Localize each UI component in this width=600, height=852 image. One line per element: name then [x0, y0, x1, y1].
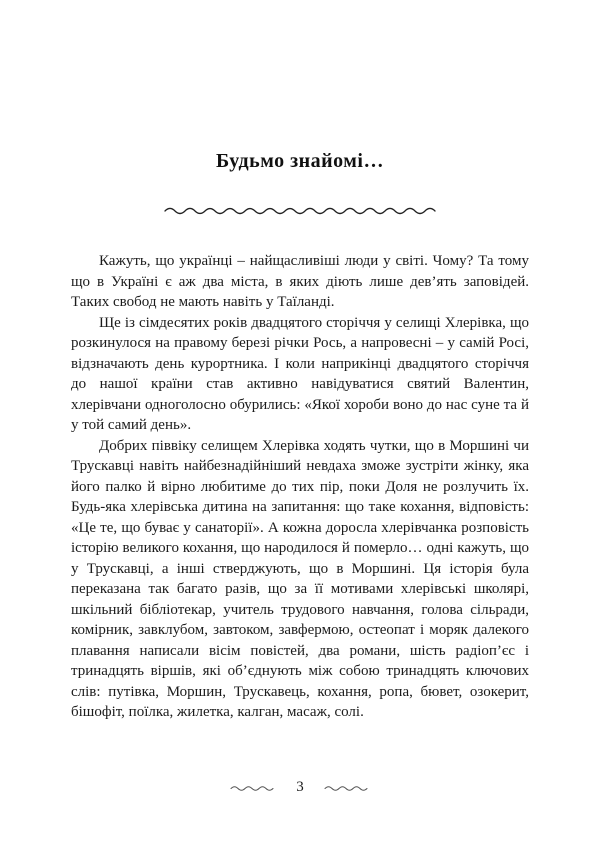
paragraph: Кажуть, що українці – найщасливіші люди у світі. Чому? Та тому що в Україні є аж два міста, в яких діють лише дев’ять заповідей. Таких свобод не мають навіть у Таїланді. [71, 253, 529, 310]
body-text [71, 251, 529, 723]
paragraph: Добрих піввіку селищем Хлерівка ходять чутки, що в Моршині чи Трускавці навіть найбезнадійніший невдаха зможе зустріти жінку, яка його палко й вірно любитиме до тих пір, поки Доля не розлучить їх. Будь-яка хлерівська дитина на запитання: що таке кохання, відповість: «Це те, що буває у санаторії». А кожна доросла хлерівчанка розповість історію великого кохання, що народилося й померло… одні кажуть, що у Трускавці, а інші стверджують, що в Моршині. Ця історія була переказана так багато разів, що за її мотивами хлерівські школярі, шкільний бібліотекар, учитель трудового навчання, голова сільради, комірник, завклубом, завтоком, завфермою, остеопат і моряк далекого плавання написали вісім повістей, два романи, шість радіоп’єс і тринадцять віршів, які об’єднують між собою тринадцять ключових слів: путівка, Моршин, Трускавець, кохання, ропа, бювет, озокерит, бішофіт, поїлка, жилетка, калган, масаж, солі. [71, 437, 529, 720]
footer-wave-left-icon [230, 784, 276, 792]
footer-wave-right-icon [324, 784, 370, 792]
paragraph: Ще із сімдесятих років двадцятого сторіччя у селищі Хлерівка, що розкинулося на правому березі річки Рось, а напровесні – у самій Росі, відзначають день курортника. І коли наприкінці двадцятого сторіччя до нашої країни став активно навідуватися святий Валентин, хлерівчани одноголосно обурились: «Якої хороби воно до нас суне та й у той самий день». [71, 314, 529, 433]
page-footer [0, 779, 600, 796]
chapter-title: Будьмо знайомі… [216, 150, 384, 172]
wavy-divider-icon [164, 205, 436, 215]
page-number: 3 [296, 779, 304, 795]
title-divider [0, 205, 600, 215]
